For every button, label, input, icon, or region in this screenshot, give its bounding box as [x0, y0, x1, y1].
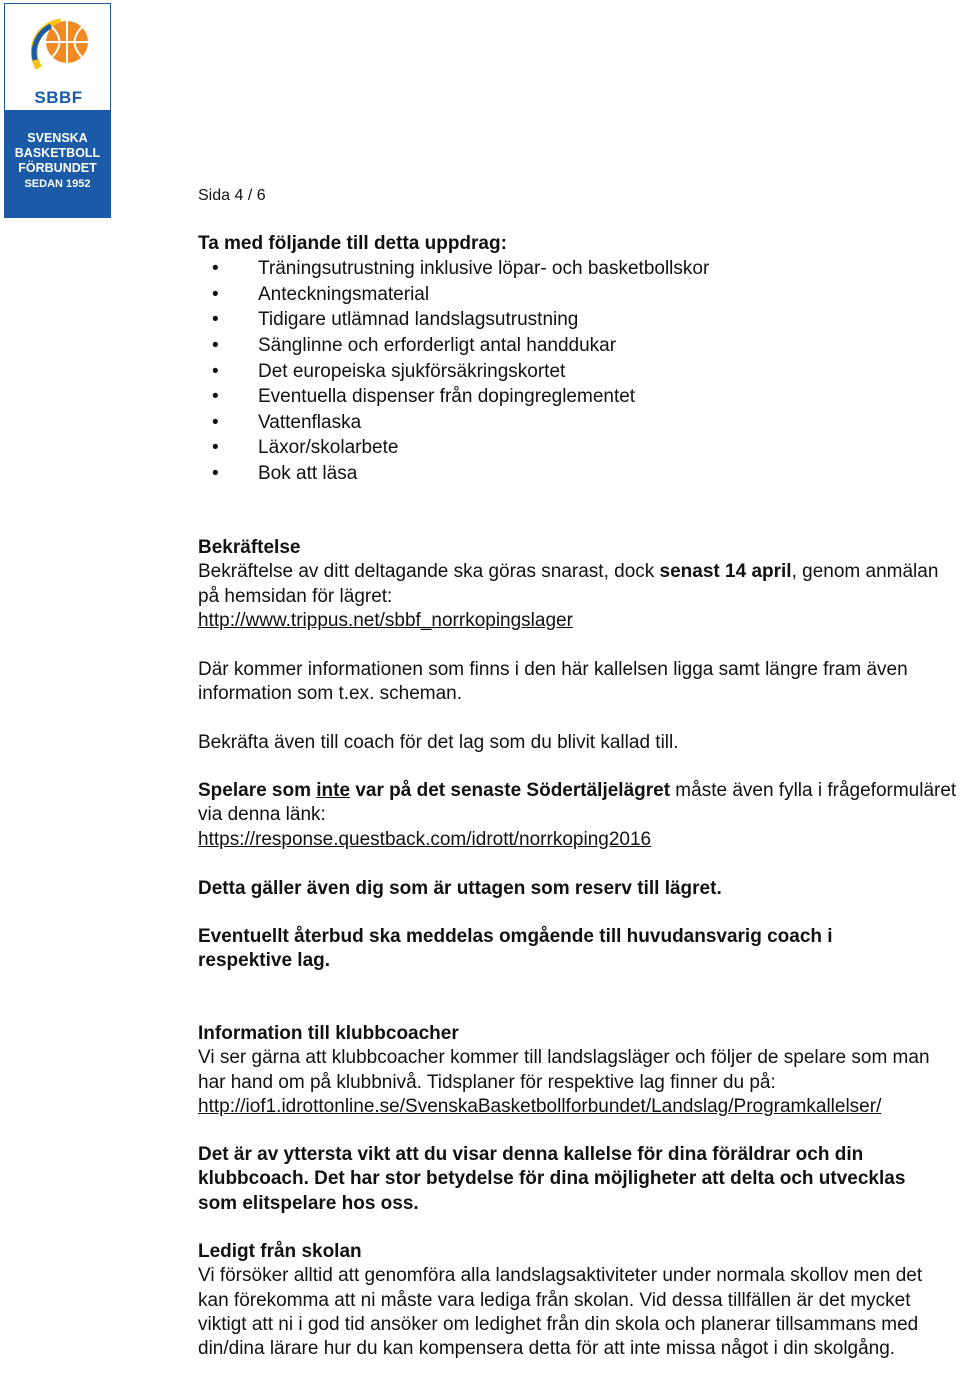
basketball-icon: [31, 16, 91, 76]
school-heading: Ledigt från skolan: [198, 1241, 362, 1262]
confirmation-text: [198, 560, 958, 609]
logo-federation-name: [4, 131, 111, 192]
list-item: • Anteckningsmaterial: [198, 282, 958, 308]
list-item: • Läxor/skolarbete: [198, 435, 958, 461]
list-item: • Eventuella dispenser från dopingreglementet: [198, 384, 958, 410]
club-coaches-heading: Information till klubbcoacher: [198, 1023, 459, 1044]
questback-paragraph: [198, 779, 958, 852]
players-text: [198, 779, 958, 828]
logo-emblem-area: [4, 3, 111, 111]
logo-line-1: SVENSKA: [27, 131, 88, 145]
deadline: senast 14 april: [659, 561, 792, 583]
players-text-b: var på det senaste Södertäljelägret: [350, 780, 671, 801]
page-number: Sida 4 / 6: [198, 187, 266, 204]
bring-section: [198, 232, 958, 487]
important-text: Det är av yttersta vikt att du visar denna kallelse för dina föräldrar och din klubbcoach. Det har stor betydelse för dina möjligheter att delta och utvecklas som elitspelare hos oss.: [198, 1144, 906, 1214]
important-paragraph: [198, 1143, 958, 1216]
coach-text: Bekräfta även till coach för det lag som du blivit kallad till.: [198, 732, 679, 753]
confirmation-text-start: Bekräftelse av ditt deltagande ska göras snarast, dock: [198, 561, 660, 583]
reserve-paragraph: [198, 877, 958, 901]
cancel-paragraph: [198, 925, 958, 974]
players-inte: inte: [316, 780, 351, 801]
club-coaches-section: [198, 1022, 958, 1119]
players-text-a: Spelare som: [198, 780, 317, 801]
list-item: • Träningsutrustning inklusive löpar- och basketbollskor: [198, 256, 958, 282]
cancel-text: Eventuellt återbud ska meddelas omgående till huvudansvarig coach i respektive lag.: [198, 926, 833, 972]
info-paragraph: [198, 658, 958, 707]
bring-list: [198, 256, 958, 486]
logo-abbreviation: SBBF: [34, 88, 83, 107]
confirmation-section: [198, 536, 958, 633]
players-text-c: måste även fylla i frågeformuläret via denna länk:: [198, 780, 957, 826]
logo-since: SEDAN 1952: [24, 178, 91, 190]
school-text: Vi försöker alltid att genomföra alla landslagsaktiviteter under normala skollov men det kan förekomma att ni måste vara lediga från skolan. Vid dessa tillfällen är det mycket viktigt att ni i god tid ansöker om ledighet från din skola och planerar tillsammans med din/dina lärare hur du kan kompensera detta för att inte missa något i din skolgång.: [198, 1265, 923, 1360]
school-section: [198, 1240, 958, 1361]
info-text: Där kommer informationen som finns i den här kallelsen ligga samt längre fram även information som t.ex. scheman.: [198, 659, 908, 705]
logo-line-2: BASKETBOLL: [14, 146, 101, 160]
sbbf-logo: [4, 3, 111, 218]
club-coaches-text: Vi ser gärna att klubbcoacher kommer till landslagsläger och följer de spelare som man har hand om på klubbnivå. Tidsplaner för respektive lag finner du på:: [198, 1047, 930, 1093]
logo-line-3: FÖRBUNDET: [18, 161, 97, 175]
trippus-link[interactable]: http://www.trippus.net/sbbf_norrkopingslager: [198, 609, 573, 631]
list-item: • Det europeiska sjukförsäkringskortet: [198, 359, 958, 385]
coach-paragraph: [198, 731, 958, 755]
questback-link[interactable]: https://response.questback.com/idrott/norrkoping2016: [198, 828, 652, 850]
list-item: • Sänglinne och erforderligt antal handdukar: [198, 333, 958, 359]
bring-heading: Ta med följande till detta uppdrag:: [198, 233, 507, 254]
list-item: • Tidigare utlämnad landslagsutrustning: [198, 307, 958, 333]
list-item: • Vattenflaska: [198, 410, 958, 436]
list-item: • Bok att läsa: [198, 461, 958, 487]
programkallelser-link[interactable]: http://iof1.idrottonline.se/SvenskaBasketbollforbundet/Landslag/Programkallelser/: [198, 1095, 882, 1117]
reserve-text: Detta gäller även dig som är uttagen som reserv till lägret.: [198, 878, 722, 899]
confirmation-text-end: , genom anmälan på hemsidan för lägret:: [198, 561, 939, 607]
confirmation-heading: Bekräftelse: [198, 537, 301, 558]
